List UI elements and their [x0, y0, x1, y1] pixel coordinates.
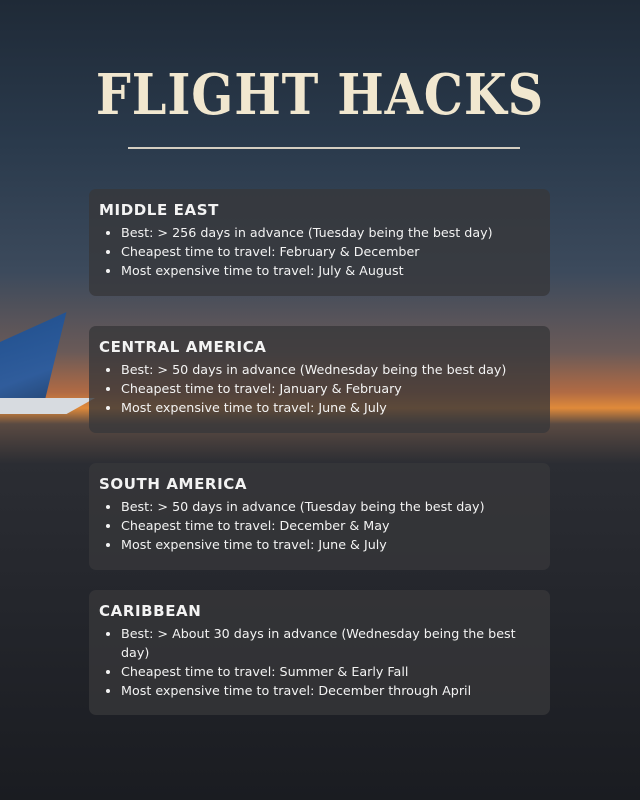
list-item: • Most expensive time to travel: December through April [121, 681, 540, 700]
section-list [99, 624, 540, 700]
section-south-america [89, 463, 550, 570]
section-heading: SOUTH AMERICA [99, 475, 248, 493]
list-item: • Cheapest time to travel: January & February [121, 379, 540, 398]
list-item: • Best: > 256 days in advance (Tuesday being the best day) [121, 223, 540, 242]
section-list [99, 360, 540, 417]
list-item: • Most expensive time to travel: June & July [121, 398, 540, 417]
section-heading: MIDDLE EAST [99, 201, 219, 219]
list-item: • Most expensive time to travel: June & July [121, 535, 540, 554]
list-item: • Best: > 50 days in advance (Tuesday being the best day) [121, 497, 540, 516]
list-item: • Cheapest time to travel: Summer & Early Fall [121, 662, 540, 681]
page-title: FLIGHT HACKS [95, 62, 545, 128]
list-item: • Cheapest time to travel: December & May [121, 516, 540, 535]
section-central-america [89, 326, 550, 433]
section-caribbean [89, 590, 550, 715]
section-heading: CENTRAL AMERICA [99, 338, 267, 356]
section-heading: CARIBBEAN [99, 602, 202, 620]
list-item: • Most expensive time to travel: July & August [121, 261, 540, 280]
title-divider [128, 147, 520, 149]
list-item: • Cheapest time to travel: February & December [121, 242, 540, 261]
section-middle-east [89, 189, 550, 296]
section-list [99, 497, 540, 554]
list-item: • Best: > 50 days in advance (Wednesday being the best day) [121, 360, 540, 379]
list-item: • Best: > About 30 days in advance (Wednesday being the best day) [121, 624, 540, 662]
section-list [99, 223, 540, 280]
